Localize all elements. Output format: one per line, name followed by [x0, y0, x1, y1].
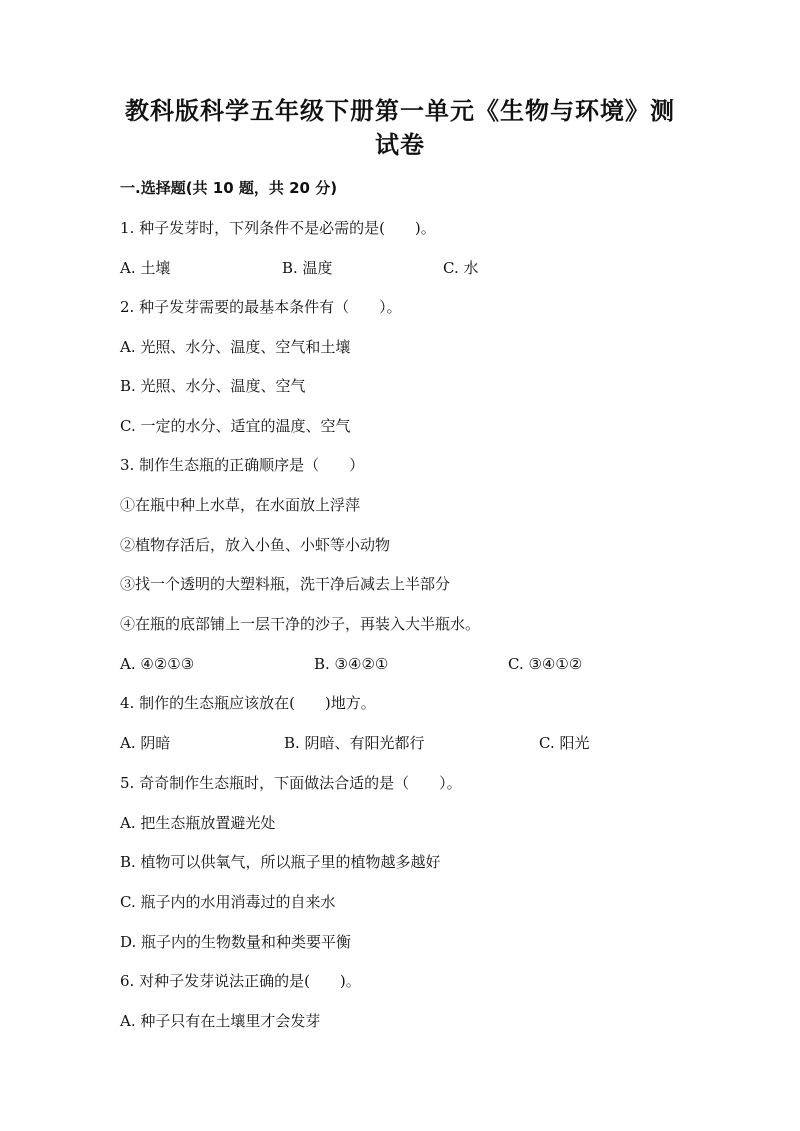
- question-2-option-c: C. 一定的水分、适宜的温度、空气: [120, 417, 351, 435]
- question-4-option-c: C. 阳光: [539, 734, 590, 752]
- question-5-stem: 5. 奇奇制作生态瓶时，下面做法合适的是（ ）。: [120, 774, 462, 792]
- question-2-option-a: A. 光照、水分、温度、空气和土壤: [120, 338, 351, 356]
- question-5-option-a: A. 把生态瓶放置避光处: [120, 814, 276, 832]
- question-1-stem: 1. 种子发芽时，下列条件不是必需的是( )。: [120, 219, 436, 237]
- question-3-option-a: A. ④②①③: [120, 655, 195, 673]
- exam-title: [100, 94, 700, 162]
- question-4-option-a: A. 阴暗: [120, 734, 171, 752]
- question-1-option-b: B. 温度: [282, 259, 333, 277]
- question-6-stem: 6. 对种子发芽说法正确的是( )。: [120, 972, 361, 990]
- question-5-option-c: C. 瓶子内的水用消毒过的自来水: [120, 893, 336, 911]
- question-3-step-3: ③找一个透明的大塑料瓶，洗干净后减去上半部分: [120, 575, 451, 593]
- question-1-option-c: C. 水: [443, 259, 479, 277]
- question-4-option-b: B. 阴暗、有阳光都行: [284, 734, 425, 752]
- question-4-stem: 4. 制作的生态瓶应该放在( )地方。: [120, 694, 376, 712]
- section-heading: 一.选择题(共 10 题，共 20 分): [120, 179, 338, 197]
- question-3-step-2: ②植物存活后，放入小鱼、小虾等小动物: [120, 536, 391, 554]
- question-3-option-c: C. ③④①②: [508, 655, 583, 673]
- question-3-stem: 3. 制作生态瓶的正确顺序是（ ）: [120, 456, 365, 474]
- question-3-step-4: ④在瓶的底部铺上一层干净的沙子，再装入大半瓶水。: [120, 615, 481, 633]
- question-2-stem: 2. 种子发芽需要的最基本条件有（ ）。: [120, 298, 402, 316]
- question-5-option-b: B. 植物可以供氧气，所以瓶子里的植物越多越好: [120, 853, 441, 871]
- question-1-option-a: A. 土壤: [120, 259, 171, 277]
- question-5-option-d: D. 瓶子内的生物数量和种类要平衡: [120, 933, 352, 951]
- question-3-step-1: ①在瓶中种上水草，在水面放上浮萍: [120, 496, 361, 514]
- exam-title-line1: 教科版科学五年级下册第一单元《生物与环境》测: [125, 97, 675, 125]
- question-6-option-a: A. 种子只有在土壤里才会发芽: [120, 1012, 321, 1030]
- question-2-option-b: B. 光照、水分、温度、空气: [120, 377, 306, 395]
- exam-title-line2: 试卷: [375, 131, 425, 159]
- question-3-option-b: B. ③④②①: [314, 655, 389, 673]
